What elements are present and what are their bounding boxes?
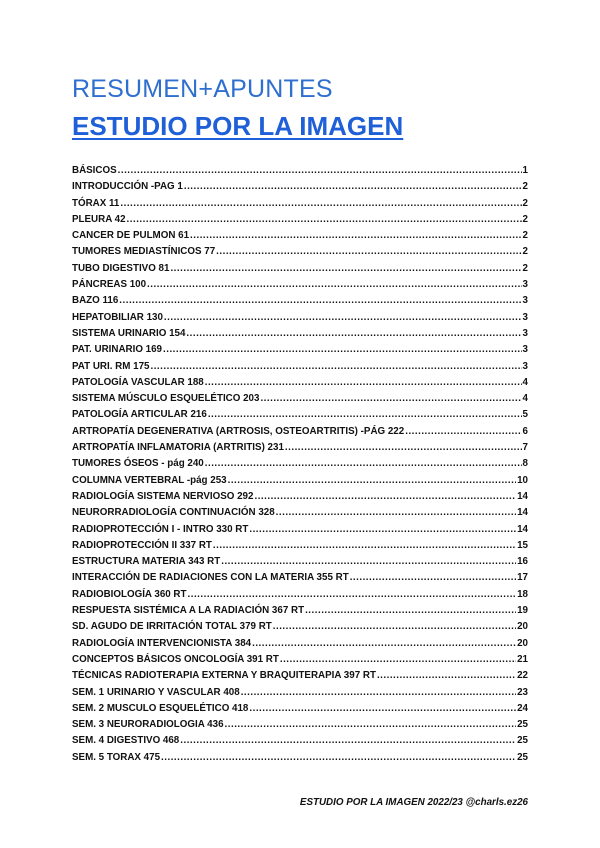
toc-entry-page: 4 [522,376,528,388]
toc-entry-page: 1 [522,165,528,176]
toc-entry-label: SEM. 4 DIGESTIVO 468 [72,735,180,747]
toc-entry-label: HEPATOBILIAR 130 [72,311,163,323]
toc-entry-label: BAZO 116 [72,295,119,307]
toc-entry-page: 15 [517,539,528,551]
toc-dot-leader [190,228,522,244]
toc-dot-leader [273,619,516,635]
toc-entry[interactable] [72,407,528,423]
toc-entry-page: 25 [517,735,528,747]
toc-entry-page: 20 [517,637,528,649]
toc-entry-page: 14 [517,507,528,519]
toc-entry[interactable] [72,375,528,391]
toc-entry-label: RADIOPROTECCIÓN II 337 RT [72,539,212,551]
toc-entry-page: 2 [522,230,528,242]
toc-entry-page: 10 [517,474,528,486]
toc-dot-leader [350,570,516,586]
toc-entry-label: SEM. 3 NEURORADIOLOGIA 436 [72,719,224,731]
toc-entry-label: PÁNCREAS 100 [72,279,147,291]
toc-entry[interactable] [72,277,528,293]
toc-entry[interactable] [72,326,528,342]
toc-dot-leader [119,293,521,309]
toc-entry-label: TUBO DIGESTIVO 81 [72,262,170,274]
toc-dot-leader [118,163,522,179]
toc-entry-label: TÓRAX 11 [72,197,120,209]
toc-entry[interactable] [72,603,528,619]
toc-entry-label: INTERACCIÓN DE RADIACIONES CON LA MATERIA 355 RT [72,572,349,584]
toc-dot-leader [163,342,522,358]
toc-dot-leader [249,701,516,717]
toc-entry-page: 3 [522,295,528,307]
toc-entry[interactable] [72,685,528,701]
toc-entry[interactable] [72,570,528,586]
toc-dot-leader [170,261,521,277]
toc-entry[interactable] [72,310,528,326]
toc-dot-leader [205,456,522,472]
toc-entry-label: RESPUESTA SISTÉMICA A LA RADIACIÓN 367 RT [72,605,305,617]
toc-entry-page: 3 [522,311,528,323]
toc-entry[interactable] [72,505,528,521]
toc-entry-label: ESTRUCTURA MATERIA 343 RT [72,556,221,568]
toc-entry-page: 2 [522,181,528,193]
toc-dot-leader [254,489,516,505]
toc-entry-label: TUMORES ÓSEOS - pág 240 [72,458,204,470]
toc-entry[interactable] [72,228,528,244]
toc-dot-leader [405,424,521,440]
toc-entry-page: 19 [517,605,528,617]
toc-entry[interactable] [72,456,528,472]
toc-entry[interactable] [72,522,528,538]
toc-entry-page: 24 [517,702,528,714]
toc-dot-leader [216,244,521,260]
toc-entry-page: 5 [522,409,528,421]
toc-dot-leader [228,473,517,489]
toc-entry-page: 21 [517,653,528,665]
toc-entry-label: ARTROPATÍA INFLAMATORIA (ARTRITIS) 231 [72,442,284,454]
toc-entry-page: 2 [522,197,528,209]
toc-entry-label: COLUMNA VERTEBRAL -pág 253 [72,474,227,486]
toc-dot-leader [276,505,516,521]
toc-entry[interactable] [72,750,528,766]
toc-entry-page: 4 [522,393,528,405]
document-title: ESTUDIO POR LA IMAGEN [72,111,404,141]
toc-entry-page: 2 [522,262,528,274]
toc-entry[interactable] [72,244,528,260]
toc-dot-leader [249,522,516,538]
toc-entry-label: RADIOLOGÍA INTERVENCIONISTA 384 [72,637,252,649]
toc-entry[interactable] [72,424,528,440]
toc-entry-page: 23 [517,686,528,698]
toc-dot-leader [305,603,516,619]
toc-entry-label: TÉCNICAS RADIOTERAPIA EXTERNA Y BRAQUITERAPIA 397 RT [72,670,376,682]
toc-entry[interactable] [72,538,528,554]
toc-dot-leader [213,538,516,554]
toc-dot-leader [260,391,521,407]
page-footer: ESTUDIO POR LA IMAGEN 2022/23 @charls.ez26 [299,797,528,808]
toc-entry[interactable] [72,587,528,603]
table-of-contents [72,163,528,766]
toc-entry[interactable] [72,359,528,375]
toc-entry-page: 3 [522,344,528,356]
toc-dot-leader [252,636,516,652]
toc-dot-leader [241,685,516,701]
toc-entry-page: 18 [517,588,528,600]
toc-entry-label: RADIOPROTECCIÓN I - INTRO 330 RT [72,523,249,535]
toc-dot-leader [377,668,516,684]
toc-entry[interactable] [72,342,528,358]
toc-entry[interactable] [72,701,528,717]
toc-entry[interactable] [72,473,528,489]
document-subtitle: RESUMEN+APUNTES [72,75,333,103]
toc-dot-leader [221,554,516,570]
toc-dot-leader [184,179,522,195]
toc-entry-label: CANCER DE PULMON 61 [72,230,190,242]
toc-entry-page: 3 [522,279,528,291]
toc-dot-leader [280,652,516,668]
toc-entry[interactable] [72,261,528,277]
toc-dot-leader [150,359,521,375]
toc-entry-page: 17 [517,572,528,584]
toc-entry-label: SEM. 2 MUSCULO ESQUELÉTICO 418 [72,702,249,714]
toc-entry-label: RADIOLOGÍA SISTEMA NERVIOSO 292 [72,490,254,502]
toc-dot-leader [285,440,522,456]
toc-entry-label: SEM. 1 URINARIO Y VASCULAR 408 [72,686,240,698]
toc-dot-leader [205,375,522,391]
toc-entry-page: 3 [522,360,528,372]
toc-entry-page: 8 [522,458,528,470]
toc-entry-label: PAT URI. RM 175 [72,360,150,372]
toc-entry[interactable] [72,668,528,684]
toc-dot-leader [147,277,522,293]
toc-entry-page: 16 [517,556,528,568]
toc-entry-label: ARTROPATÍA DEGENERATIVA (ARTROSIS, OSTEOARTRITIS) -PÁG 222 [72,425,405,437]
toc-entry[interactable] [72,652,528,668]
toc-entry-label: SD. AGUDO DE IRRITACIÓN TOTAL 379 RT [72,621,272,633]
toc-entry-page: 20 [517,621,528,633]
toc-entry-label: SISTEMA MÚSCULO ESQUELÉTICO 203 [72,393,260,405]
toc-dot-leader [161,750,516,766]
toc-entry-page: 6 [522,425,528,437]
toc-entry-label: PATOLOGÍA VASCULAR 188 [72,376,204,388]
toc-entry-page: 14 [517,523,528,535]
toc-entry-label: PAT. URINARIO 169 [72,344,163,356]
toc-dot-leader [120,196,521,212]
toc-entry-label: INTRODUCCIÓN -PAG 1 [72,181,183,193]
toc-entry[interactable] [72,440,528,456]
toc-entry-label: SISTEMA URINARIO 154 [72,327,186,339]
toc-entry-page: 25 [517,719,528,731]
toc-entry-label: PATOLOGÍA ARTICULAR 216 [72,409,207,421]
toc-entry[interactable] [72,391,528,407]
toc-entry-label: SEM. 5 TORAX 475 [72,751,161,763]
toc-entry-label: TUMORES MEDIASTÍNICOS 77 [72,246,216,258]
toc-entry[interactable] [72,717,528,733]
toc-dot-leader [225,717,517,733]
toc-dot-leader [127,212,522,228]
toc-entry-page: 14 [517,490,528,502]
toc-entry[interactable] [72,179,528,195]
toc-entry[interactable] [72,619,528,635]
toc-entry[interactable] [72,163,528,179]
toc-entry[interactable] [72,196,528,212]
toc-entry[interactable] [72,554,528,570]
toc-entry-page: 22 [517,670,528,682]
toc-dot-leader [180,733,516,749]
toc-entry-page: 2 [522,246,528,258]
toc-dot-leader [188,587,517,603]
toc-entry[interactable] [72,489,528,505]
toc-entry-label: NEURORRADIOLOGÍA CONTINUACIÓN 328 [72,507,275,519]
toc-entry-label: BÁSICOS [72,165,117,176]
toc-entry-page: 3 [522,327,528,339]
toc-entry-label: RADIOBIOLOGÍA 360 RT [72,588,187,600]
toc-entry[interactable] [72,212,528,228]
toc-entry-page: 7 [522,442,528,454]
toc-dot-leader [186,326,521,342]
toc-entry[interactable] [72,293,528,309]
toc-entry-page: 25 [517,751,528,763]
toc-entry-label: CONCEPTOS BÁSICOS ONCOLOGÍA 391 RT [72,653,279,665]
toc-entry[interactable] [72,733,528,749]
toc-entry[interactable] [72,636,528,652]
toc-dot-leader [164,310,522,326]
toc-dot-leader [208,407,522,423]
toc-entry-page: 2 [522,213,528,225]
toc-entry-label: PLEURA 42 [72,213,126,225]
